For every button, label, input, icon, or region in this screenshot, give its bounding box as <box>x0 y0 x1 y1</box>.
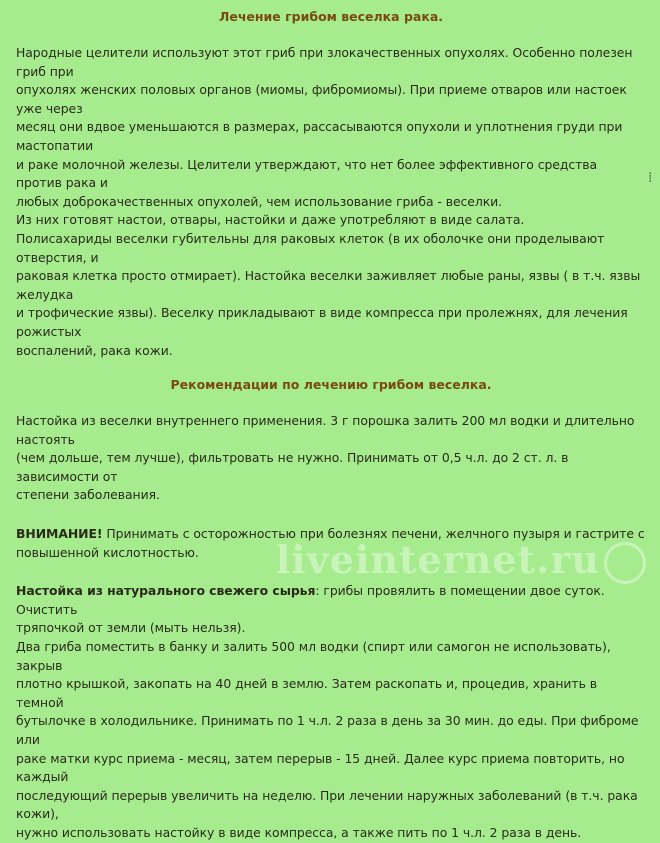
internal-line: (чем дольше, тем лучше), фильтровать не нужно. Принимать от 0,5 ч.л. до 2 ст. л. в зависимости от <box>16 450 569 484</box>
recommendations-title: Рекомендации по лечению грибом веселка. <box>170 377 492 393</box>
fresh-line: последующий перерыв увеличить на неделю. При лечении наружных заболеваний (в т.ч. рака кожи), <box>16 787 638 822</box>
fresh-line: раке матки курс приема - месяц, затем перерыв - 15 дней. Далее курс приема повторить, но каждый <box>16 750 625 785</box>
warning-section <box>16 525 646 562</box>
warning-line-2: повышенной кислотностью. <box>16 544 199 560</box>
fresh-line: нужно использовать настойку в виде компресса, а также пить по 1 ч.л. 2 раза в день. <box>16 824 582 840</box>
warning-text: Принимать с осторожностью при болезнях печени, желчного пузыря и гастрите с <box>102 526 645 542</box>
fresh-line: Два гриба поместить в банку и залить 500 мл водки (спирт или самогон не использовать), закрыв <box>16 639 611 673</box>
intro-line: воспалений, рака кожи. <box>16 342 173 358</box>
intro-line: раковая клетка просто отмирает). Настойка веселки заживляет любые раны, язвы ( в т.ч. язвы желудка <box>16 268 641 302</box>
intro-section <box>16 44 646 360</box>
fresh-line <box>16 582 646 619</box>
internal-line: степени заболевания. <box>16 487 160 503</box>
intro-line: и трофические язвы). Веселку прикладывают в виде компресса при пролежнях, для лечения рожистых <box>16 305 628 339</box>
intro-line: Народные целители используют этот гриб при злокачественных опухолях. Особенно полезен гриб при <box>16 45 633 79</box>
watermark-text: liveinternet.ru <box>275 536 600 582</box>
fresh-line: бутылочке в холодильнике. Принимать по 1 ч.л. 2 раза в день за 30 мин. до еды. При фиброме или <box>16 713 639 747</box>
intro-line: Полисахариды веселки губительны для раковых клеток (в их оболочке они проделывают отверстия, и <box>16 230 605 265</box>
fresh-line: тряпочкой от земли (мыть нельзя). <box>16 620 246 636</box>
internal-use-section <box>16 412 646 505</box>
fresh-text: : грибы провялить в помещении двое суток. Очистить <box>16 583 605 617</box>
warning-line <box>16 525 646 544</box>
intro-line: опухолях женских половых органов (миомы, фибромиомы). При приеме отваров или настоек уже через <box>16 82 627 116</box>
intro-line: и раке молочной железы. Целители утверждают, что нет более эффективного средства против рака и <box>16 156 598 191</box>
warning-label: ВНИМАНИЕ! <box>16 526 103 542</box>
intro-line: Из них готовят настои, отвары, настойки и даже употребляют в виде салата. <box>16 212 525 228</box>
intro-line: любых доброкачественных опухолей, чем использование гриба - веселки. <box>16 193 503 209</box>
fresh-label: Настойка из натурального свежего сырья <box>16 583 316 599</box>
scroll-marker-icon: ⁞ <box>648 170 653 186</box>
intro-line: месяц они вдвое уменьшаются в размерах, рассасываются опухоли и уплотнения груди при мастопатии <box>16 119 623 153</box>
article-title: Лечение грибом веселка рака. <box>218 9 444 24</box>
fresh-tincture-section <box>16 582 646 842</box>
fresh-line: плотно крышкой, закопать на 40 дней в землю. Затем раскопать и, процедив, хранить в темной <box>16 676 597 710</box>
internal-line: Настойка из веселки внутреннего применения. 3 г порошка залить 200 мл водки и длительно настоять <box>16 413 635 447</box>
